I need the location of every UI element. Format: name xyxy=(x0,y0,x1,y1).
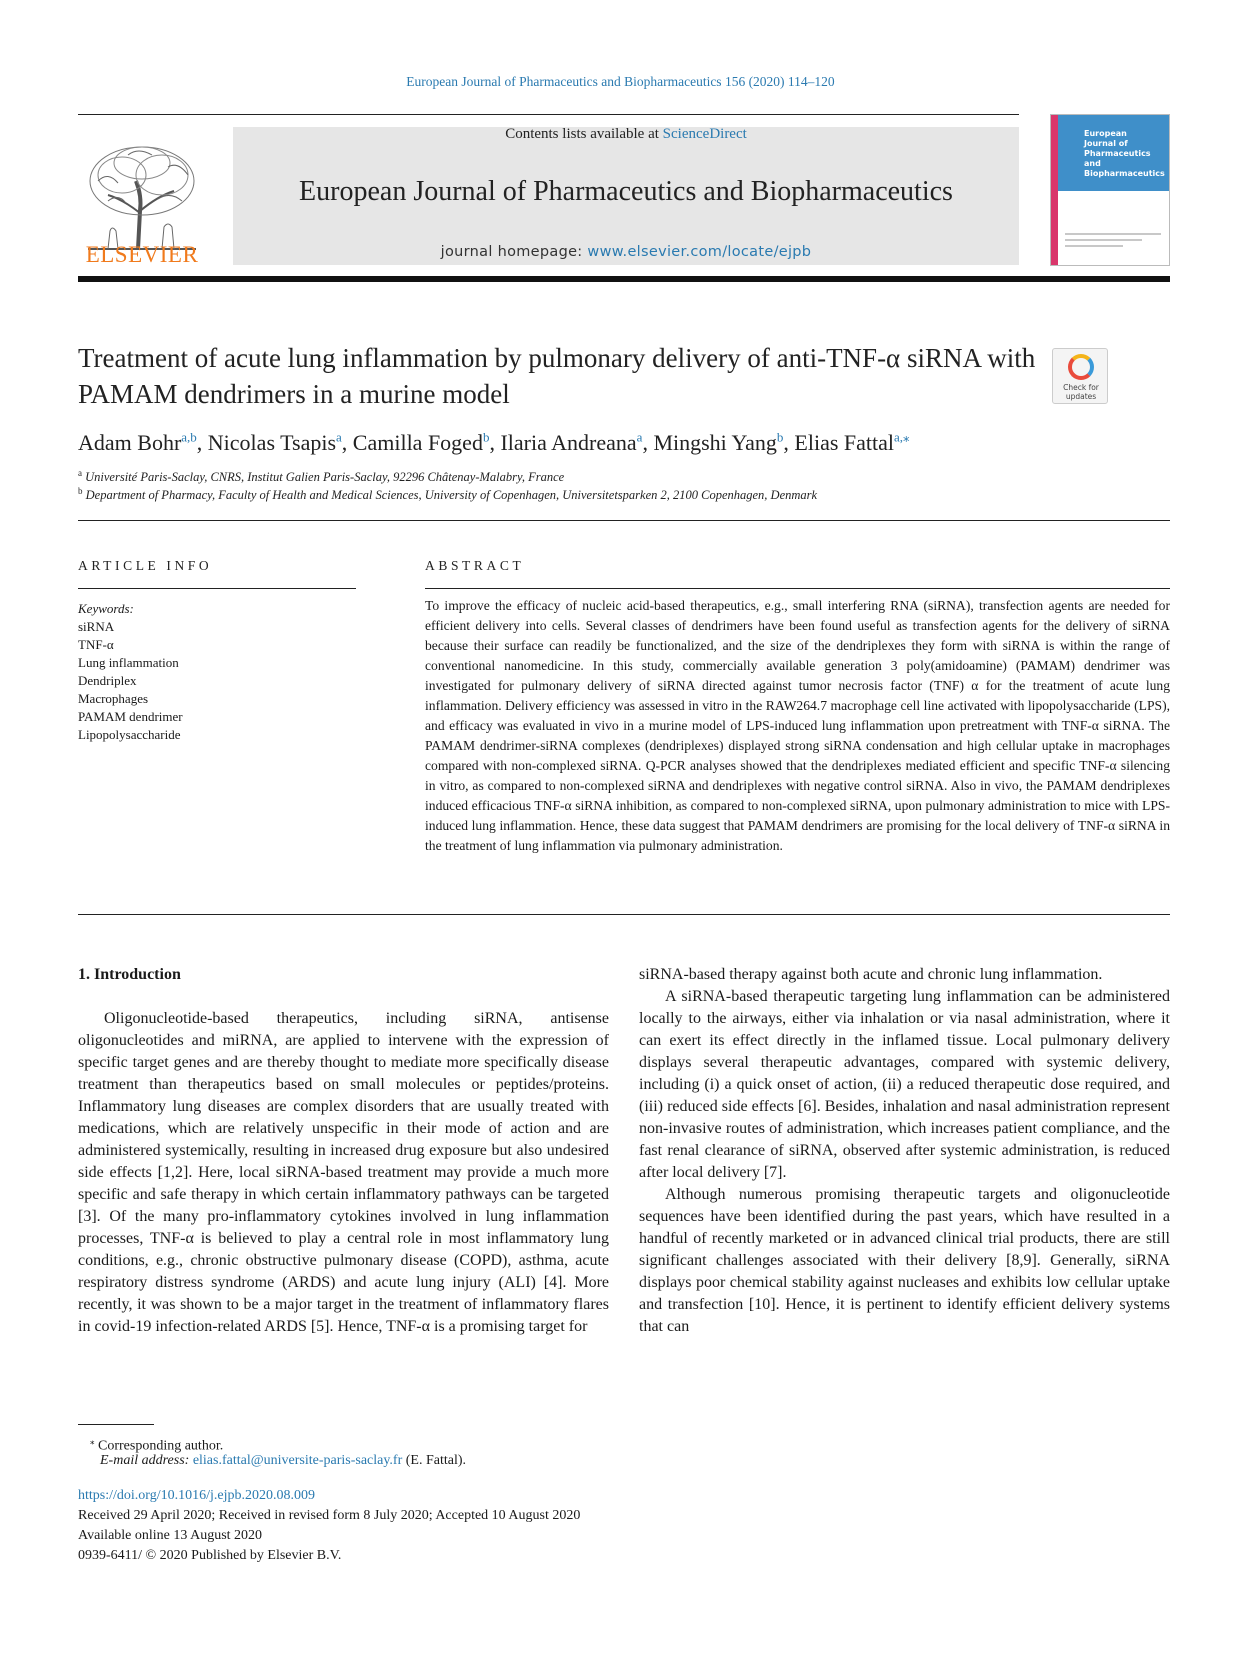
affiliation-mark: b xyxy=(78,485,83,496)
doi-link[interactable]: https://doi.org/10.1016/j.ejpb.2020.08.009 xyxy=(78,1488,315,1503)
abstract-divider xyxy=(78,914,1170,915)
body-left-column xyxy=(78,964,609,1338)
check-for-updates-label: Check for updates xyxy=(1063,383,1099,401)
abstract-rule xyxy=(425,588,1170,589)
corresponding-mark: ⁎ xyxy=(90,1436,95,1446)
keyword-item: PAMAM dendrimer xyxy=(78,709,183,724)
author-affiliation-mark[interactable]: b xyxy=(776,429,784,445)
author-affiliation-mark[interactable]: b xyxy=(482,429,490,445)
author-name: Ilaria Andreana xyxy=(500,430,637,455)
contents-prefix: Contents lists available at xyxy=(505,126,663,142)
keyword-item: TNF-α xyxy=(78,637,114,652)
body-paragraph: Although numerous promising therapeutic targets and oligonucleotide sequences have been identified during the past years, which have resulted in a handful of recently marketed or in advanced clinical trial products, there are still significant challenges associated with their delivery [8,9]. Generally, siRNA displays poor chemical stability against nucleases and exhibits low cellular uptake and transfection [10]. Hence, it is pertinent to identify efficient delivery systems that can xyxy=(639,1186,1170,1335)
journal-homepage-line xyxy=(233,244,1019,260)
body-paragraph: Oligonucleotide-based therapeutics, including siRNA, antisense oligonucleotides and miRNA, are applied to intervene with the expression of specific target genes and are thereby thought to mediate more specifically disease treatment than therapeutics based on small molecules or peptides/proteins. Inflammatory lung diseases are complex disorders that are usually treated with medications, which are relatively unspecific in their mode of action and are administered systemically, resulting in increased drug exposure but also undesired side effects [1,2]. Here, local siRNA-based treatment may provide a much more specific and safe therapy in which certain inflammatory pathways can be targeted [3]. Of the many pro-inflammatory cytokines involved in lung inflammation processes, TNF-α is believed to play a central role in most inflammatory lung conditions, e.g., chronic obstructive pulmonary disease (COPD), asthma, acute respiratory distress syndrome (ARDS) and acute lung injury (ALI) [4]. More recently, it was shown to be a major target in the treatment of inflammatory flares in covid-19 infection-related ARDS [5]. Hence, TNF-α is a promising target for xyxy=(78,1010,609,1335)
author-separator: , xyxy=(783,430,795,455)
affiliation-text: Université Paris-Saclay, CNRS, Institut Galien Paris-Saclay, 92296 Châtenay-Malabry, France xyxy=(85,470,565,484)
author-name: Camilla Foged xyxy=(352,430,483,455)
introduction-heading: 1. Introduction xyxy=(78,966,181,983)
copyright-line: 0939-6411/ © 2020 Published by Elsevier B.V. xyxy=(78,1548,342,1563)
author-name: Elias Fattal xyxy=(794,430,895,455)
author-email-link[interactable]: elias.fattal@universite-paris-saclay.fr xyxy=(192,1453,403,1468)
author-affiliation-mark[interactable]: a xyxy=(636,429,643,445)
crossmark-icon xyxy=(1068,354,1094,380)
affiliation-mark: a xyxy=(78,467,82,478)
keyword-item: Lipopolysaccharide xyxy=(78,727,181,742)
abstract-text: To improve the efficacy of nucleic acid-based therapeutics, e.g., small interfering RNA (siRNA), transfection agents are needed for efficient delivery into cells. Several classes of dendrimers have been found useful as transfection agents for the delivery of siRNA because their surface can readily be functionalized, and the size of the dendriplexes they form with siRNA is within the range of conventional nanomedicine. In this study, commercially available generation 3 poly(amidoamine) (PAMAM) dendrimer was investigated for pulmonary delivery of siRNA directed against tumor necrosis factor (TNF) α for the treatment of acute lung inflammation. Delivery efficiency was assessed in vitro in the RAW264.7 macrophage cell line activated with lipopolysaccharide (LPS), and efficacy was evaluated in vivo in a murine model of LPS-induced lung inflammation upon pretreatment with TNF-α siRNA. The PAMAM dendrimer-siRNA complexes (dendriplexes) displayed strong siRNA condensation and high cellular uptake in macrophages compared with non-complexed siRNA. Q-PCR analyses showed that the dendriplexes mediated efficient and specific TNF-α silencing in vitro, as compared to non-complexed siRNA and dendriplexes with negative control siRNA. Also in vivo, the PAMAM dendriplexes induced efficacious TNF-α siRNA inhibition, as compared to non-complexed siRNA, upon pulmonary administration to mice with LPS-induced lung inflammation. Hence, these data suggest that PAMAM dendrimers are promising for the local delivery of TNF-α siRNA in the treatment of lung inflammation via pulmonary administration. xyxy=(425,598,1170,853)
author-separator: , xyxy=(489,430,501,455)
email-suffix: (E. Fattal). xyxy=(402,1453,467,1468)
cover-text-lines xyxy=(1065,233,1161,251)
keyword-item: Dendriplex xyxy=(78,673,137,688)
keyword-item: Macrophages xyxy=(78,691,149,706)
body-paragraph: A siRNA-based therapeutic targeting lung inflammation can be administered locally to the airways, either via inhalation or via nasal administration, where it can exert its effect directly in the inflamed tissue. Local pulmonary delivery displays several therapeutic advantages, compared with systemic delivery, including (i) a quick onset of action, (ii) a reduced therapeutic dose required, and (iii) reduced side effects [6]. Besides, inhalation and nasal administration represent non-invasive routes of administration, which increases patient compliance, and the fast renal clearance of siRNA, observed after systemic administration, is reduced after local delivery [7]. xyxy=(639,988,1170,1181)
corresponding-text: Corresponding author. xyxy=(98,1438,224,1454)
cover-title: European Journal of Pharmaceutics and Biopharmaceutics xyxy=(1084,129,1165,178)
author-name: Adam Bohr xyxy=(78,430,182,455)
homepage-prefix: journal homepage: xyxy=(440,244,588,260)
keywords-list xyxy=(78,600,358,744)
author-separator: , xyxy=(341,430,353,455)
keyword-item: siRNA xyxy=(78,619,115,634)
header-thick-rule xyxy=(78,276,1170,282)
check-for-updates-button[interactable] xyxy=(1052,348,1108,404)
received-dates: Received 29 April 2020; Received in revised form 8 July 2020; Accepted 10 August 2020 xyxy=(78,1508,581,1523)
keywords-label: Keywords: xyxy=(78,601,134,616)
affiliation-b xyxy=(78,485,1078,503)
contents-available-line xyxy=(233,126,1019,143)
journal-homepage-link[interactable]: www.elsevier.com/locate/ejpb xyxy=(587,244,812,260)
abstract-heading: ABSTRACT xyxy=(425,558,525,573)
available-online-date: Available online 13 August 2020 xyxy=(78,1528,263,1543)
footnote-rule xyxy=(78,1424,154,1425)
sciencedirect-link[interactable]: ScienceDirect xyxy=(662,126,747,142)
journal-cover-thumbnail[interactable] xyxy=(1050,114,1170,266)
journal-name: European Journal of Pharmaceutics and Biopharmaceutics xyxy=(299,176,953,207)
author-separator: , xyxy=(642,430,654,455)
author-name: Mingshi Yang xyxy=(653,430,777,455)
front-matter xyxy=(78,1486,878,1566)
body-right-column xyxy=(639,964,1170,1338)
author-affiliation-mark[interactable]: a xyxy=(336,429,342,445)
keyword-item: Lung inflammation xyxy=(78,655,179,670)
cover-pink-strip xyxy=(1051,115,1058,265)
author-affiliation-mark[interactable]: a,⁎ xyxy=(894,429,910,445)
header-top-rule xyxy=(78,114,1019,115)
title-divider xyxy=(78,520,1170,521)
elsevier-wordmark: ELSEVIER xyxy=(85,242,199,267)
author-affiliation-mark[interactable]: a,b xyxy=(181,429,197,445)
email-label: E-mail address: xyxy=(100,1453,193,1468)
affiliation-text: Department of Pharmacy, Faculty of Health and Medical Sciences, University of Copenhagen, Universitetsparken 2, 2100 Copenhagen, Denmark xyxy=(85,488,818,502)
article-info-rule xyxy=(78,588,356,589)
author-separator: , xyxy=(196,430,208,455)
body-paragraph: siRNA-based therapy against both acute and chronic lung inflammation. xyxy=(639,966,1103,983)
author-name: Nicolas Tsapis xyxy=(207,430,337,455)
affiliation-a xyxy=(78,467,1078,485)
email-note xyxy=(100,1451,800,1470)
author-list xyxy=(78,430,1078,456)
article-title: Treatment of acute lung inflammation by pulmonary delivery of anti-TNF-α siRNA with PAMAM dendrimers in a murine model xyxy=(78,343,1036,409)
journal-citation[interactable]: European Journal of Pharmaceutics and Biopharmaceutics 156 (2020) 114–120 xyxy=(406,74,835,89)
article-info-heading: ARTICLE INFO xyxy=(78,558,213,573)
